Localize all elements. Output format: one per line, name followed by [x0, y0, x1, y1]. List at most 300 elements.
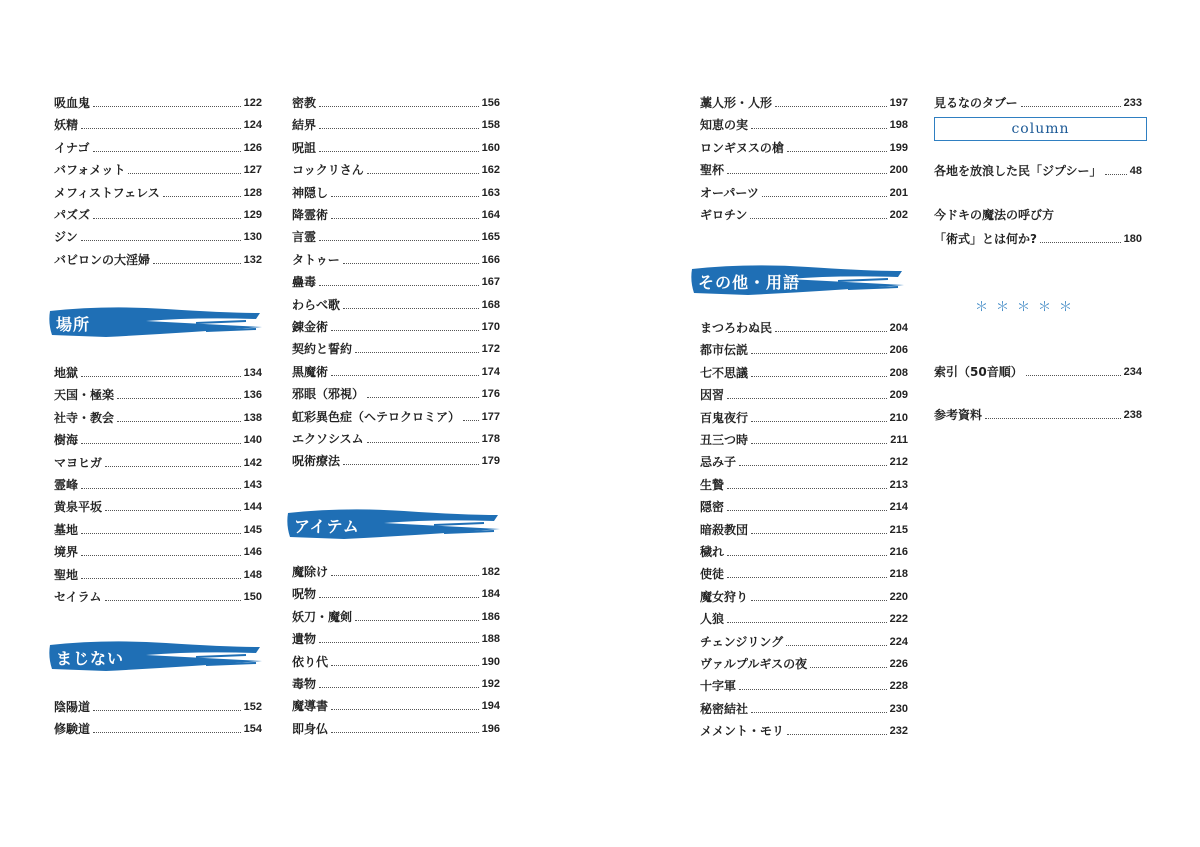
toc-entry-page: 176 — [481, 388, 500, 401]
toc-entry-title: まつろわぬ民 — [700, 321, 773, 335]
toc-entry[interactable] — [700, 335, 908, 357]
toc-entry-title: 使徒 — [700, 567, 725, 582]
dot-leader — [117, 420, 241, 422]
dot-leader — [1105, 173, 1127, 175]
toc-entry-title: 虹彩異色症（ヘテロクロミア） — [292, 409, 461, 424]
dot-leader — [81, 239, 241, 241]
dot-leader — [762, 195, 887, 197]
toc-entry[interactable] — [292, 245, 500, 267]
toc-entry-title: 結界 — [292, 118, 317, 133]
toc-entry[interactable] — [54, 200, 262, 222]
toc-entry[interactable] — [700, 627, 908, 649]
dot-leader — [153, 262, 241, 264]
toc-entry[interactable] — [700, 694, 908, 716]
toc-entry-title: メメント・モリ — [700, 724, 785, 739]
toc-entry-page: 162 — [481, 164, 500, 177]
toc-entry-title: 妖精 — [54, 118, 79, 133]
toc-entry-title: コックリさん — [292, 163, 364, 178]
dot-leader — [367, 441, 479, 443]
toc-entry-page: 230 — [889, 702, 908, 715]
toc-entry-page: 180 — [1123, 233, 1142, 245]
dot-leader — [331, 195, 479, 197]
dot-leader — [93, 150, 241, 152]
toc-entry-page: 197 — [889, 97, 908, 109]
toc-entry[interactable] — [54, 470, 262, 492]
dot-leader — [367, 172, 479, 174]
dot-leader — [81, 577, 241, 579]
toc-entry-page: 186 — [481, 610, 500, 623]
toc-entry[interactable] — [292, 178, 500, 200]
toc-entry-page: 132 — [243, 253, 262, 266]
section-label-item: アイテム — [294, 517, 360, 536]
toc-entry-title: マヨヒガ — [54, 455, 103, 470]
dot-leader — [81, 442, 241, 444]
toc-entry[interactable] — [700, 425, 908, 447]
toc-entry-page: 163 — [481, 186, 500, 199]
dot-leader — [105, 465, 241, 467]
toc-entry-page: 216 — [889, 546, 908, 558]
dot-leader — [81, 127, 241, 129]
dot-leader — [739, 688, 887, 690]
toc-entry-title: ヴァルプルギスの夜 — [700, 657, 808, 671]
column-heading: column — [934, 117, 1147, 141]
dot-leader — [751, 711, 887, 713]
section-label-other: その他・用語 — [698, 273, 801, 292]
toc-entry-title: 社寺・教会 — [54, 410, 115, 425]
dot-leader — [775, 105, 887, 107]
toc-entry[interactable] — [292, 267, 500, 289]
toc-entry-title: バフォメット — [54, 163, 126, 178]
toc-entry-page: 232 — [889, 725, 908, 738]
toc-entry[interactable] — [292, 290, 500, 312]
toc-entry-page: 174 — [481, 365, 500, 378]
toc-entry-title: 隠密 — [700, 500, 725, 515]
toc-entry[interactable] — [292, 647, 500, 669]
dot-leader — [331, 217, 479, 219]
toc-entry-title: 索引（50音順） — [934, 365, 1023, 379]
dot-leader — [810, 666, 886, 668]
toc-entry[interactable] — [54, 178, 262, 200]
toc-entry[interactable] — [700, 88, 908, 110]
dot-leader — [319, 284, 479, 286]
toc-entry[interactable] — [700, 671, 908, 693]
dot-leader — [787, 150, 887, 152]
toc-entry-title: 契約と誓約 — [292, 342, 353, 357]
toc-entry-page: 172 — [481, 343, 500, 356]
toc-entry[interactable] — [292, 669, 500, 691]
toc-entry[interactable] — [54, 155, 262, 177]
toc-entry-page: 158 — [481, 119, 500, 132]
toc-entry-title: 邪眼（邪視） — [292, 387, 365, 402]
dot-leader — [331, 664, 479, 666]
dot-leader — [93, 105, 241, 107]
toc-entry[interactable] — [54, 133, 262, 155]
dot-leader — [331, 374, 479, 376]
toc-entry[interactable] — [700, 470, 908, 492]
toc-entry-title: 神隠し — [292, 185, 329, 200]
toc-entry[interactable] — [54, 537, 262, 559]
toc-entry-title: 修験道 — [54, 722, 91, 737]
toc-entry[interactable] — [292, 579, 500, 601]
toc-entry-title: 因習 — [700, 388, 725, 403]
toc-entry[interactable] — [700, 716, 908, 738]
toc-entry-title: 天国・極楽 — [54, 388, 115, 403]
toc-entry-page: 167 — [481, 276, 500, 289]
toc-entry[interactable] — [934, 88, 1142, 110]
dot-leader — [81, 532, 241, 534]
toc-entry[interactable] — [54, 560, 262, 582]
dot-leader — [751, 442, 887, 444]
dot-leader — [81, 487, 241, 489]
dot-leader — [319, 105, 479, 107]
toc-entry[interactable] — [934, 357, 1142, 379]
toc-entry-title: 降霊術 — [292, 208, 329, 222]
toc-entry-title: 知恵の実 — [700, 118, 749, 133]
toc-entry[interactable] — [292, 88, 500, 110]
star-divider: ＊＊＊＊＊ — [975, 300, 1081, 315]
toc-entry-page: 214 — [889, 501, 908, 514]
toc-entry-page: 178 — [481, 433, 500, 445]
dot-leader — [319, 127, 479, 129]
toc-entry-title: タトゥー — [292, 252, 340, 267]
toc-entry[interactable] — [54, 358, 262, 380]
toc-entry[interactable] — [292, 200, 500, 222]
dot-leader — [727, 621, 887, 623]
toc-entry-page: 130 — [243, 231, 262, 244]
toc-entry[interactable] — [292, 222, 500, 244]
toc-entry[interactable] — [292, 312, 500, 334]
dot-leader — [1040, 241, 1121, 243]
dot-leader — [739, 464, 887, 466]
toc-entry[interactable] — [54, 582, 262, 604]
toc-entry-page: 179 — [481, 455, 500, 468]
toc-entry[interactable] — [700, 403, 908, 425]
dot-leader — [751, 375, 887, 377]
toc-entry[interactable] — [292, 357, 500, 379]
dot-leader — [727, 487, 887, 489]
toc-entry-title: ロンギヌスの槍 — [700, 140, 784, 155]
toc-entry-title: セイラム — [54, 590, 102, 604]
toc-entry-page: 154 — [243, 723, 262, 736]
dot-leader — [750, 217, 886, 219]
dot-leader — [319, 686, 479, 688]
toc-entry-title: オーパーツ — [700, 185, 759, 200]
toc-entry[interactable] — [54, 110, 262, 132]
toc-entry-page: 48 — [1129, 165, 1142, 177]
dot-leader — [727, 554, 887, 556]
toc-entry-page: 148 — [243, 568, 262, 581]
toc-entry-title: 人狼 — [700, 612, 725, 627]
toc-entry-title: 毒物 — [292, 677, 317, 691]
toc-entry[interactable] — [700, 380, 908, 402]
toc-entry-title: 遺物 — [292, 632, 317, 647]
toc-entry-page: 208 — [889, 366, 908, 379]
dot-leader — [331, 708, 479, 710]
toc-entry[interactable] — [292, 402, 500, 424]
toc-entry-page: 127 — [243, 164, 262, 177]
toc-entry-page: 220 — [889, 590, 908, 603]
dot-leader — [117, 397, 241, 399]
toc-entry-title: ジン — [54, 230, 78, 245]
dot-leader — [93, 217, 241, 219]
toc-entry-title: バビロンの大淫婦 — [54, 252, 151, 267]
toc-entry[interactable] — [54, 714, 262, 736]
toc-entry-title: 呪術療法 — [292, 454, 341, 469]
toc-entry-page: 201 — [889, 186, 908, 199]
dot-leader — [1021, 105, 1121, 107]
toc-entry-page: 202 — [889, 209, 908, 221]
toc-entry[interactable] — [54, 692, 262, 714]
toc-entry-title: 霊峰 — [54, 478, 79, 492]
toc-entry-page: 129 — [243, 209, 262, 221]
dot-leader — [331, 731, 479, 733]
dot-leader — [319, 641, 479, 643]
toc-entry-title: メフィストフェレス — [54, 185, 160, 200]
toc-entry-page: 160 — [481, 141, 500, 154]
dot-leader — [331, 574, 479, 576]
toc-entry-title: 各地を放浪した民「ジプシー」 — [934, 164, 1102, 178]
toc-entry-title: 都市伝説 — [700, 343, 749, 358]
toc-entry-page: 198 — [889, 119, 908, 132]
toc-entry-page: 228 — [889, 680, 908, 693]
toc-entry-title: 秘密結社 — [700, 701, 749, 716]
toc-entry-title: 七不思議 — [700, 365, 749, 380]
dot-leader — [105, 509, 241, 511]
dot-leader — [93, 731, 241, 733]
toc-entry-title: 参考資料 — [934, 408, 983, 422]
toc-entry[interactable] — [934, 224, 1142, 246]
toc-entry[interactable] — [54, 403, 262, 425]
toc-entry-page: 210 — [889, 411, 908, 424]
toc-entry-title: 暗殺教団 — [700, 522, 749, 537]
dot-leader — [343, 307, 479, 309]
toc-entry[interactable] — [54, 515, 262, 537]
toc-entry-title: ギロチン — [700, 208, 748, 222]
dot-leader — [163, 195, 241, 197]
toc-entry[interactable] — [700, 200, 908, 222]
toc-entry-title: 即身仏 — [292, 721, 329, 736]
toc-entry-page: 126 — [243, 141, 262, 154]
toc-entry-title: 忌み子 — [700, 455, 737, 470]
toc-entry-page: 164 — [481, 209, 500, 221]
toc-entry[interactable] — [292, 602, 500, 624]
section-header-majinai — [46, 637, 266, 677]
section-header-basho — [46, 303, 266, 343]
toc-entry-page: 168 — [481, 298, 500, 311]
toc-entry-title: 魔導書 — [292, 699, 329, 714]
toc-entry[interactable] — [700, 537, 908, 559]
dot-leader — [128, 172, 240, 174]
toc-entry[interactable] — [292, 379, 500, 401]
dot-leader — [81, 554, 241, 556]
toc-entry-page: 134 — [243, 367, 262, 379]
toc-entry[interactable] — [292, 155, 500, 177]
toc-entry-title: 穢れ — [700, 545, 725, 559]
toc-entry-title: 魔除け — [292, 565, 329, 579]
toc-entry-page: 218 — [889, 568, 908, 581]
dot-leader — [1026, 374, 1121, 376]
toc-entry-page: 122 — [243, 97, 262, 109]
toc-entry-page: 209 — [889, 389, 908, 402]
toc-entry-title: 密教 — [292, 96, 317, 110]
toc-entry-page: 192 — [481, 678, 500, 690]
toc-entry[interactable] — [700, 447, 908, 469]
toc-entry[interactable] — [54, 380, 262, 402]
toc-entry-page: 211 — [890, 434, 908, 446]
dot-leader — [727, 509, 887, 511]
dot-leader — [727, 576, 887, 578]
toc-entry-page: 226 — [889, 658, 908, 670]
toc-entry-page: 233 — [1123, 97, 1142, 109]
toc-entry[interactable] — [700, 582, 908, 604]
toc-entry-page: 140 — [243, 434, 262, 447]
dot-leader — [463, 419, 479, 421]
toc-entry-page: 152 — [243, 701, 262, 713]
toc-entry-title: 百鬼夜行 — [700, 410, 749, 425]
toc-entry-title: 呪物 — [292, 587, 317, 602]
toc-entry-page: 190 — [481, 655, 500, 668]
dot-leader — [775, 330, 887, 332]
toc-entry[interactable] — [292, 446, 500, 468]
dot-leader — [751, 127, 887, 129]
toc-entry[interactable] — [700, 515, 908, 537]
toc-entry-title: 墓地 — [54, 522, 79, 537]
dot-leader — [355, 351, 479, 353]
toc-entry[interactable] — [292, 557, 500, 579]
toc-entry-title: 依り代 — [292, 654, 329, 669]
toc-entry-page: 200 — [889, 164, 908, 177]
toc-entry-page: 124 — [243, 119, 262, 132]
toc-entry[interactable] — [934, 156, 1142, 178]
toc-entry-title: 聖杯 — [700, 163, 725, 178]
toc-entry[interactable] — [700, 649, 908, 671]
toc-entry[interactable] — [700, 358, 908, 380]
toc-entry-title: 蠱毒 — [292, 275, 317, 290]
toc-entry-title: 藁人形・人形 — [700, 96, 773, 110]
dot-leader — [331, 329, 479, 331]
dot-leader — [751, 420, 887, 422]
toc-entry-title: わらべ歌 — [292, 297, 341, 312]
dot-leader — [367, 396, 479, 398]
toc-entry-page: 215 — [889, 523, 908, 536]
toc-entry-page: 222 — [889, 613, 908, 626]
dot-leader — [355, 619, 479, 621]
dot-leader — [319, 596, 479, 598]
toc-entry-page: 182 — [481, 566, 500, 578]
section-header-other — [688, 261, 908, 301]
toc-entry-title: 陰陽道 — [54, 700, 91, 714]
toc-entry[interactable] — [700, 133, 908, 155]
toc-entry-title: 見るなのタブー — [934, 96, 1018, 110]
toc-entry-title: 「術式」とは何か? — [934, 232, 1037, 246]
section-header-item — [284, 505, 504, 545]
toc-entry-title: 地獄 — [54, 366, 79, 380]
toc-entry[interactable] — [54, 448, 262, 470]
toc-entry[interactable] — [54, 492, 262, 514]
toc-entry-page: 177 — [481, 410, 500, 423]
toc-entry-title: 黒魔術 — [292, 364, 329, 379]
toc-entry-page: 143 — [243, 479, 262, 491]
toc-entry[interactable] — [700, 178, 908, 200]
toc-entry-title: 言霊 — [292, 230, 317, 245]
toc-entry-page: 196 — [481, 722, 500, 735]
dot-leader — [727, 397, 887, 399]
dot-leader — [751, 352, 887, 354]
toc-entry-page: 224 — [889, 635, 908, 648]
toc-entry-title: 聖地 — [54, 567, 79, 582]
toc-entry[interactable] — [292, 110, 500, 132]
column-entry-line1: 今ドキの魔法の呼び方 — [934, 208, 1055, 222]
toc-entry-title: 吸血鬼 — [54, 96, 91, 110]
toc-entry[interactable] — [54, 88, 262, 110]
toc-entry-title: エクソシスム — [292, 432, 364, 446]
toc-entry[interactable] — [292, 691, 500, 713]
toc-entry-page: 156 — [481, 97, 500, 109]
toc-entry-title: 生贄 — [700, 477, 725, 492]
toc-entry-page: 194 — [481, 700, 500, 713]
dot-leader — [751, 532, 887, 534]
toc-entry-title: 魔女狩り — [700, 589, 749, 604]
toc-entry[interactable] — [54, 222, 262, 244]
toc-entry[interactable] — [54, 245, 262, 267]
toc-entry-page: 188 — [481, 633, 500, 646]
toc-entry-title: 黄泉平坂 — [54, 500, 103, 515]
toc-entry-page: 142 — [243, 456, 262, 469]
toc-entry-page: 204 — [889, 322, 908, 334]
toc-entry[interactable] — [292, 624, 500, 646]
toc-entry[interactable] — [292, 424, 500, 446]
toc-entry-page: 150 — [243, 591, 262, 603]
toc-entry[interactable] — [700, 155, 908, 177]
dot-leader — [81, 375, 241, 377]
toc-entry-page: 138 — [243, 411, 262, 424]
toc-entry[interactable] — [54, 425, 262, 447]
toc-entry-page: 144 — [243, 501, 262, 514]
dot-leader — [105, 599, 241, 601]
toc-entry[interactable] — [292, 133, 500, 155]
section-label-majinai: まじない — [56, 649, 125, 668]
toc-entry-page: 213 — [889, 478, 908, 491]
toc-entry[interactable] — [292, 334, 500, 356]
toc-entry[interactable] — [700, 492, 908, 514]
toc-entry-title: 丑三つ時 — [700, 433, 749, 447]
toc-entry[interactable] — [292, 714, 500, 736]
toc-entry-title: 妖刀・魔剣 — [292, 609, 353, 624]
dot-leader — [985, 417, 1121, 419]
toc-entry-title: イナゴ — [54, 140, 90, 155]
toc-entry-page: 212 — [889, 456, 908, 469]
toc-entry-title: 呪詛 — [292, 140, 317, 155]
toc-entry[interactable] — [700, 313, 908, 335]
dot-leader — [343, 262, 479, 264]
toc-entry[interactable] — [700, 559, 908, 581]
dot-leader — [786, 644, 887, 646]
toc-entry-page: 128 — [243, 186, 262, 199]
toc-entry-page: 136 — [243, 389, 262, 402]
toc-entry-page: 145 — [243, 523, 262, 536]
toc-entry[interactable] — [700, 110, 908, 132]
toc-entry-title: パズズ — [54, 208, 91, 222]
toc-entry-page: 199 — [889, 141, 908, 154]
toc-entry[interactable] — [700, 604, 908, 626]
toc-entry-title: 境界 — [54, 545, 79, 560]
toc-entry-page: 234 — [1123, 366, 1142, 378]
toc-entry[interactable] — [934, 400, 1142, 422]
toc-entry-title: 十字軍 — [700, 679, 737, 694]
toc-entry-title: チェンジリング — [700, 634, 784, 649]
toc-entry-page: 165 — [481, 231, 500, 244]
toc-entry-title: 錬金術 — [292, 320, 329, 334]
